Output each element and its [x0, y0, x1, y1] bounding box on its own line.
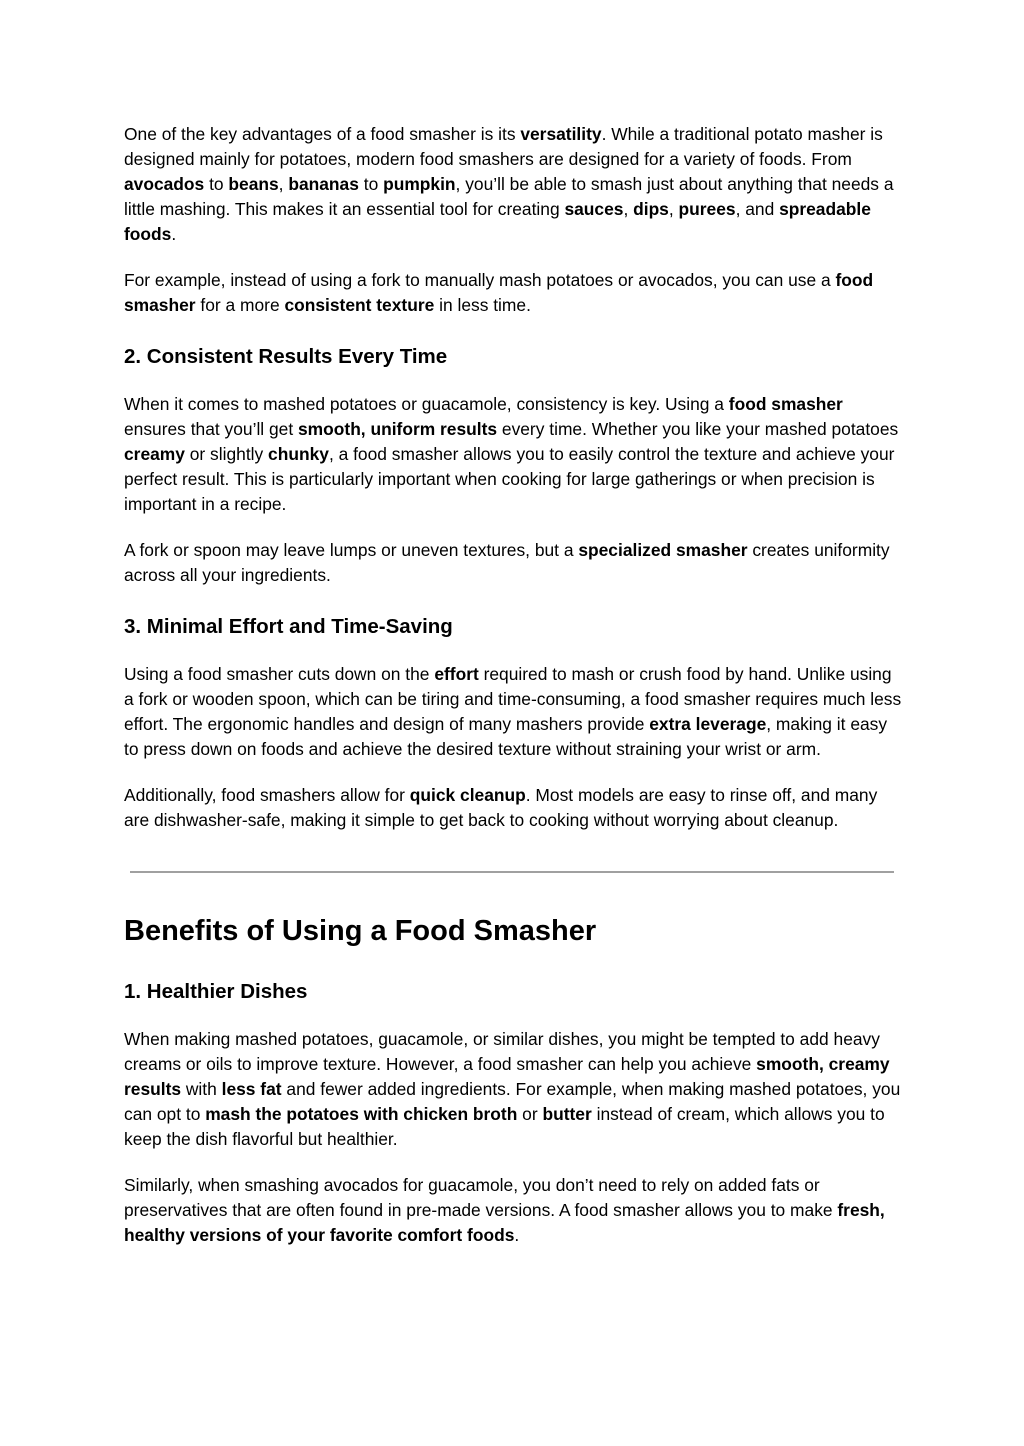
paragraph	[124, 1173, 904, 1248]
bold-text: consistent texture	[284, 295, 435, 315]
paragraph	[124, 538, 904, 588]
text-run: in less time.	[434, 295, 531, 315]
text-run: with	[181, 1079, 222, 1099]
bold-text: purees	[678, 199, 736, 219]
text-run: to	[204, 174, 229, 194]
text-run: , making it easy to press down on foods and achieve the desired texture without straining your wrist or arm.	[124, 714, 888, 759]
bold-text: beans	[228, 174, 279, 194]
text-run: creates uniformity across all your ingredients.	[124, 540, 890, 585]
bold-text: versatility	[520, 124, 602, 144]
subsection-heading: 1. Healthier Dishes	[124, 980, 308, 1003]
paragraph	[124, 392, 904, 517]
text-run: .	[514, 1225, 520, 1245]
bold-text: less fat	[221, 1079, 282, 1099]
bold-text: dips	[633, 199, 669, 219]
text-run: instead of cream, which allows you to keep the dish flavorful but healthier.	[124, 1104, 885, 1149]
paragraph	[124, 268, 904, 318]
paragraph	[124, 1027, 904, 1152]
text-run: , you’ll be able to smash just about anything that needs a little mashing. This makes it an essential tool for creating	[124, 174, 894, 219]
bold-text: food smasher	[124, 270, 874, 315]
text-run: One of the key advantages of a food smasher is its	[124, 124, 521, 144]
text-run: For example, instead of using a fork to manually mash potatoes or avocados, you can use a	[124, 270, 836, 290]
bold-text: avocados	[124, 174, 205, 194]
bold-text: effort	[434, 664, 479, 684]
text-run: ,	[623, 199, 634, 219]
text-run: Using a food smasher cuts down on the	[124, 664, 435, 684]
text-run: and fewer added ingredients. For example, when making mashed potatoes, you can opt to	[124, 1079, 901, 1124]
bold-text: bananas	[288, 174, 359, 194]
bold-text: food smasher	[728, 394, 843, 414]
bold-text: specialized smasher	[578, 540, 748, 560]
bold-text: extra leverage	[649, 714, 767, 734]
paragraph	[124, 783, 904, 833]
text-run: or	[517, 1104, 543, 1124]
subsection-heading: 3. Minimal Effort and Time-Saving	[124, 615, 453, 638]
text-run: ,	[668, 199, 679, 219]
text-run: . While a traditional potato masher is designed mainly for potatoes, modern food smashers are designed for a variety of foods. From	[124, 124, 883, 169]
bold-text: mash the potatoes with chicken broth	[205, 1104, 518, 1124]
text-run: , a food smasher allows you to easily control the texture and achieve your perfect result. This is particularly important when cooking for large gatherings or when precision is important in a recipe.	[124, 444, 895, 514]
bold-text: chunky	[268, 444, 329, 464]
text-run: , and	[735, 199, 780, 219]
bold-text: smooth, creamy results	[124, 1054, 890, 1099]
horizontal-divider	[130, 871, 894, 873]
text-run: When making mashed potatoes, guacamole, or similar dishes, you might be tempted to add heavy creams or oils to improve texture. However, a food smasher can help you achieve	[124, 1029, 880, 1074]
text-run: required to mash or crush food by hand. Unlike using a fork or wooden spoon, which can be tiring and time-consuming, a food smasher requires much less effort. The ergonomic handles and design of many mashers provide	[124, 664, 902, 734]
text-run: ensures that you’ll get	[124, 419, 299, 439]
subsection-heading: 2. Consistent Results Every Time	[124, 345, 448, 368]
bold-text: fresh, healthy versions of your favorite comfort foods	[124, 1200, 885, 1245]
text-run: ,	[278, 174, 289, 194]
bold-text: spreadable foods	[124, 199, 871, 244]
section-heading: Benefits of Using a Food Smasher	[124, 915, 597, 947]
bold-text: pumpkin	[383, 174, 456, 194]
paragraph	[124, 122, 904, 247]
text-run: . Most models are easy to rinse off, and many are dishwasher-safe, making it simple to get back to cooking without worrying about cleanup.	[124, 785, 878, 830]
text-run: When it comes to mashed potatoes or guacamole, consistency is key. Using a	[124, 394, 729, 414]
text-run: to	[358, 174, 384, 194]
paragraph	[124, 662, 904, 762]
bold-text: quick cleanup	[409, 785, 526, 805]
text-run: Additionally, food smashers allow for	[124, 785, 410, 805]
text-run: every time. Whether you like your mashed potatoes	[497, 419, 899, 439]
bold-text: creamy	[124, 444, 185, 464]
text-run: A fork or spoon may leave lumps or uneven textures, but a	[124, 540, 579, 560]
bold-text: smooth, uniform results	[298, 419, 498, 439]
bold-text: butter	[542, 1104, 592, 1124]
document-page	[124, 122, 904, 1269]
text-run: .	[171, 224, 177, 244]
text-run: Similarly, when smashing avocados for guacamole, you don’t need to rely on added fats or preservatives that are often found in pre-made versions. A food smasher allows you to make	[124, 1175, 838, 1220]
text-run: for a more	[195, 295, 285, 315]
text-run: or slightly	[184, 444, 269, 464]
bold-text: sauces	[564, 199, 624, 219]
